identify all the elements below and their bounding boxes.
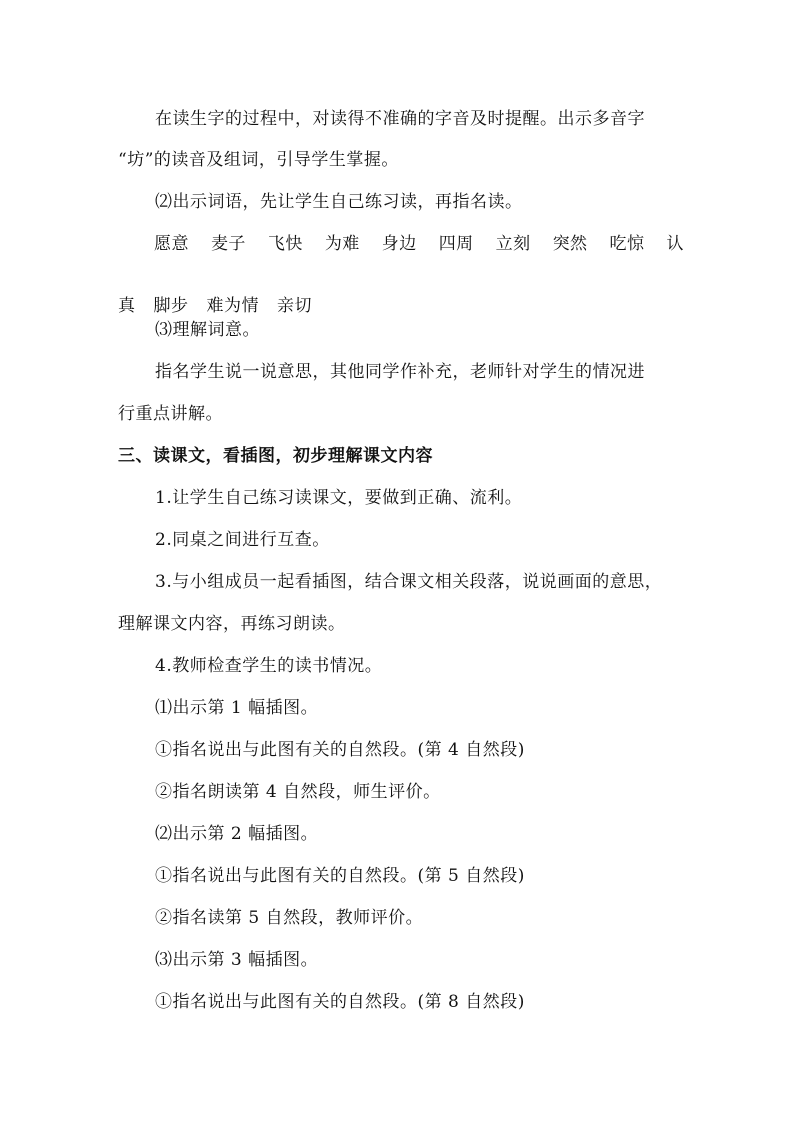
sub-item: ①指名说出与此图有关的自然段。(第 8 自然段) [155, 992, 525, 1012]
paragraph-line: 指名学生说一说意思，其他同学作补充，老师针对学生的情况进 [155, 362, 645, 382]
vocab-word: 立刻 [495, 234, 531, 254]
vocab-word: 难为情 [206, 296, 259, 316]
step-item: 理解课文内容，再练习朗读。 [118, 614, 346, 634]
vocab-word: 认 [666, 234, 684, 254]
sub-item: ②指名读第 5 自然段，教师评价。 [155, 908, 424, 928]
vocab-word: 吃惊 [609, 234, 645, 254]
section-heading: 三、读课文，看插图，初步理解课文内容 [118, 446, 433, 466]
sub-item: ⑵出示第 2 幅插图。 [155, 824, 319, 844]
vocab-word: 四周 [438, 234, 474, 254]
step-item: 3.与小组成员一起看插图，结合课文相关段落，说说画面的意思， [155, 572, 663, 592]
vocabulary-list [118, 232, 684, 318]
sub-item: ②指名朗读第 4 自然段，师生评价。 [155, 782, 441, 802]
paragraph-line: ⑶理解词意。 [155, 320, 260, 340]
paragraph-line: ⑵出示词语，先让学生自己练习读，再指名读。 [155, 192, 523, 212]
sub-item: ①指名说出与此图有关的自然段。(第 5 自然段) [155, 866, 525, 886]
sub-item: ⑴出示第 1 幅插图。 [155, 698, 319, 718]
paragraph-line: 在读生字的过程中，对读得不准确的字音及时提醒。出示多音字 [155, 109, 645, 129]
vocab-word: 亲切 [277, 296, 312, 316]
step-item: 4.教师检查学生的读书情况。 [155, 656, 383, 676]
sub-item: ⑶出示第 3 幅插图。 [155, 950, 319, 970]
paragraph-line: “坊”的读音及组词，引导学生掌握。 [118, 150, 399, 170]
vocab-word: 突然 [552, 234, 588, 254]
paragraph-line: 行重点讲解。 [118, 404, 223, 424]
vocab-word: 身边 [381, 234, 417, 254]
vocabulary-row [118, 294, 684, 318]
vocabulary-row [118, 232, 684, 256]
vocab-word: 为难 [324, 234, 360, 254]
vocab-word: 愿意 [154, 234, 189, 254]
step-item: 2.同桌之间进行互查。 [155, 530, 330, 550]
step-item: 1.让学生自己练习读课文，要做到正确、流利。 [155, 488, 523, 508]
vocab-word: 脚步 [153, 296, 189, 316]
vocab-word: 麦子 [210, 234, 246, 254]
sub-item: ①指名说出与此图有关的自然段。(第 4 自然段) [155, 740, 525, 760]
vocab-word: 真 [118, 296, 136, 316]
vocab-word: 飞快 [267, 234, 303, 254]
